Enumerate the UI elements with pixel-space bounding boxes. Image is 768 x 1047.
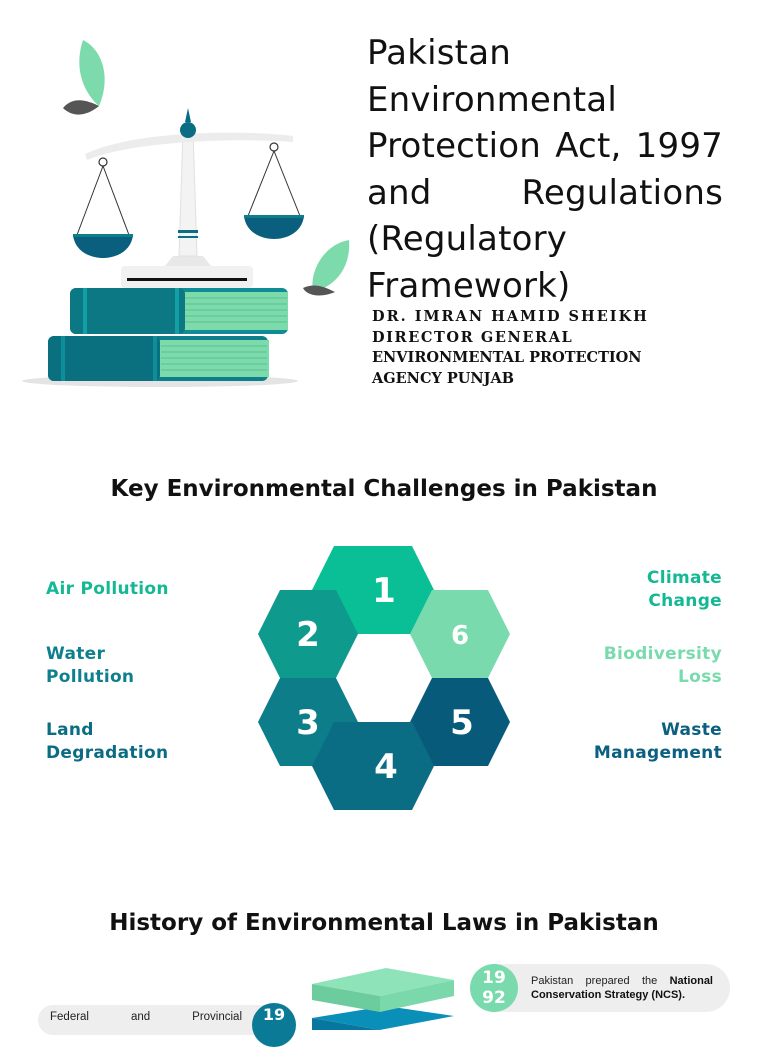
challenge-label-water-pollution: Water Pollution [46,644,135,687]
challenge-label-biodiversity-loss: Biodiversity Loss [603,644,722,687]
scales-of-justice-on-books-icon [15,30,355,400]
challenge-label-climate-change: Climate Change [646,568,722,611]
hexagon-number-1: 1 [372,571,396,611]
author-designation: DIRECTOR GENERAL [372,328,574,346]
author-block [372,307,662,389]
year-badge-bottom: 92 [482,988,506,1008]
event-text: Pakistan prepared the [531,975,670,987]
layered-blocks-icon [308,960,458,1030]
challenges-heading: Key Environmental Challenges in Pakistan [110,476,658,502]
challenge-label-waste-management: Waste Management [593,720,722,763]
year-badge-1992 [470,964,518,1012]
timeline-event-1992-text [531,974,713,1002]
challenges-hexagon-ring [248,540,520,816]
hexagon-number-3: 3 [296,703,320,743]
timeline-event-left-text: Federal and Provincial [50,1011,242,1023]
year-badge-top: 19 [482,968,506,988]
year-badge-top: 19 [262,1005,286,1024]
presentation-title: Pakistan Environmental Protection Act, 1997 and Regulations (Regulatory Framework) [367,33,723,306]
leaf-icon [303,240,349,295]
hexagon-number-2: 2 [296,615,320,655]
leaf-icon [63,40,105,115]
history-timeline [0,955,768,1024]
challenge-label-land-degradation: Land Degradation [46,720,169,763]
title-slide [0,0,768,420]
organization-name: ENVIRONMENTAL PROTECTION AGENCY PUNJAB [372,349,642,387]
hexagon-4 [312,722,434,810]
event-text-bold: National Conservation Strategy (NCS). [531,975,713,1001]
history-heading: History of Environmental Laws in Pakistan [109,910,659,936]
hexagon-number-4: 4 [374,747,398,787]
hexagon-number-5: 5 [450,703,474,743]
year-badge-left [252,1003,296,1047]
author-name: DR. IMRAN HAMID SHEIKH [372,308,649,325]
challenge-label-air-pollution: Air Pollution [46,579,169,599]
hexagon-number-6: 6 [450,621,470,651]
